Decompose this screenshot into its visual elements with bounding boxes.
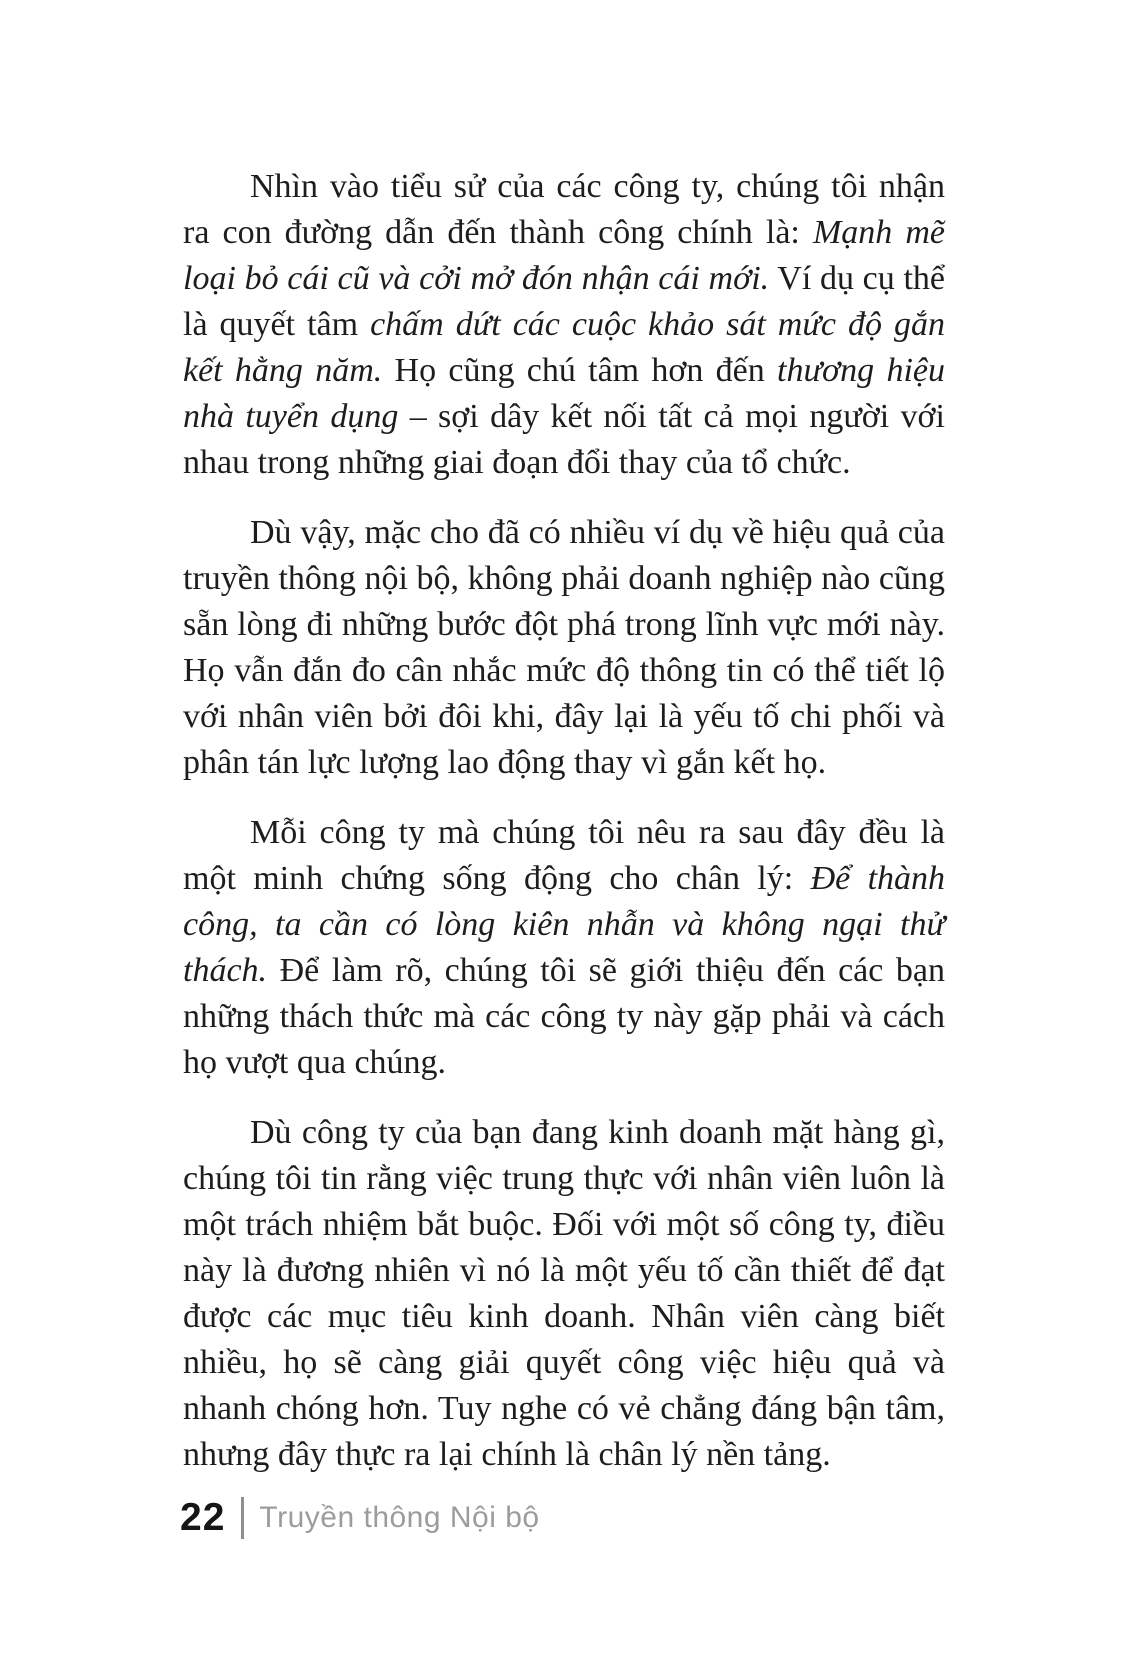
text-run: – sợi dây kết nối tất cả mọi người với nhau trong những giai đoạn đổi thay của tổ chức. <box>183 398 945 481</box>
paragraph <box>183 810 945 1086</box>
book-title: Truyền thông Nội bộ <box>259 1501 540 1534</box>
text-run: Mỗi công ty mà chúng tôi nêu ra sau đây đều là một minh chứng sống động cho chân lý: <box>183 814 945 897</box>
page-footer <box>180 1496 540 1540</box>
italic-run: Mạnh mẽ loại bỏ cái cũ và cởi mở đón nhận cái mới. <box>183 214 945 297</box>
text-run: Họ cũng chú tâm hơn đến <box>382 352 778 389</box>
italic-run: Để thành công, ta cần có lòng kiên nhẫn và không ngại thử thách. <box>183 860 946 989</box>
text-run: Dù vậy, mặc cho đã có nhiều ví dụ về hiệu quả của truyền thông nội bộ, không phải doanh nghiệp nào cũng sẵn lòng đi những bước đột phá trong lĩnh vực mới này. Họ vẫn đắn đo cân nhắc mức độ thông tin có thể tiết lộ với nhân viên bởi đôi khi, đây lại là yếu tố chi phối và phân tán lực lượng lao động thay vì gắn kết họ. <box>183 514 945 781</box>
footer-divider <box>241 1497 244 1539</box>
text-run: Ví dụ cụ thể là quyết tâm <box>183 260 946 343</box>
italic-run: thương hiệu nhà tuyển dụng <box>183 352 945 435</box>
body-text <box>183 164 945 1502</box>
text-run: Dù công ty của bạn đang kinh doanh mặt hàng gì, chúng tôi tin rằng việc trung thực với nhân viên luôn là một trách nhiệm bắt buộc. Đối với một số công ty, điều này là đương nhiên vì nó là một yếu tố cần thiết để đạt được các mục tiêu kinh doanh. Nhân viên càng biết nhiều, họ sẽ càng giải quyết công việc hiệu quả và nhanh chóng hơn. Tuy nghe có vẻ chẳng đáng bận tâm, nhưng đây thực ra lại chính là chân lý nền tảng. <box>183 1114 945 1473</box>
paragraph <box>183 164 945 486</box>
italic-run: chấm dứt các cuộc khảo sát mức độ gắn kết hằng năm. <box>183 306 945 389</box>
page-number: 22 <box>180 1496 226 1539</box>
paragraph <box>183 510 945 786</box>
text-run: Để làm rõ, chúng tôi sẽ giới thiệu đến các bạn những thách thức mà các công ty này gặp phải và cách họ vượt qua chúng. <box>183 952 945 1081</box>
paragraph <box>183 1110 945 1478</box>
text-run: Nhìn vào tiểu sử của các công ty, chúng tôi nhận ra con đường dẫn đến thành công chính là: <box>183 168 945 251</box>
